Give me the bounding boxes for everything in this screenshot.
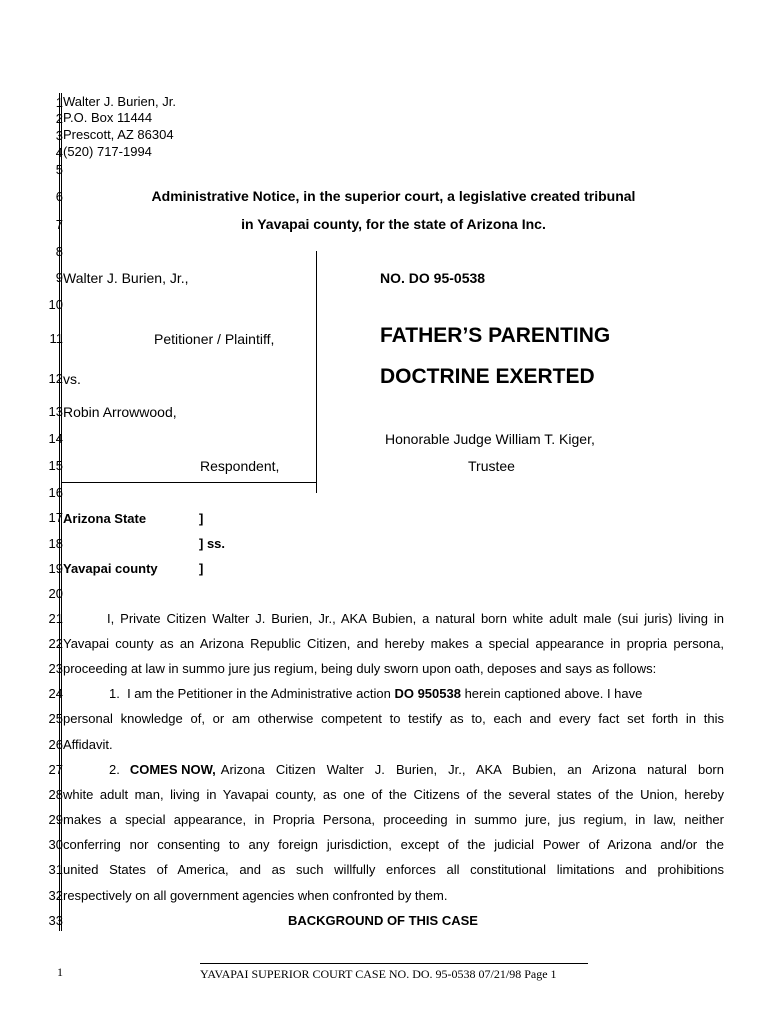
para1-line1: I, Private Citizen Walter J. Burien, Jr., AKA Bubien, a natural born white adult male (sui juris) living in bbox=[107, 611, 724, 626]
footer-case-text: YAVAPAI SUPERIOR COURT CASE NO. DO. 95-0538 07/21/98 Page 1 bbox=[200, 967, 557, 981]
para3-line6: respectively on all government agencies when confronted by them. bbox=[63, 888, 448, 903]
petitioner-name: Walter J. Burien, Jr., bbox=[63, 270, 189, 286]
sender-name: Walter J. Burien, Jr. bbox=[63, 94, 176, 109]
line-number: 27 bbox=[48, 762, 63, 777]
caption-vertical-rule bbox=[316, 251, 317, 493]
trustee-label: Trustee bbox=[468, 458, 515, 474]
line-number: 18 bbox=[48, 536, 63, 551]
venue-ss: ] ss. bbox=[199, 536, 226, 551]
venue-state: Arizona State bbox=[63, 511, 147, 526]
line-number: 17 bbox=[48, 510, 63, 525]
line-number: 22 bbox=[48, 636, 63, 651]
line-number: 6 bbox=[55, 189, 63, 204]
left-margin-rule bbox=[59, 93, 62, 931]
line-number: 3 bbox=[55, 128, 63, 143]
caption-heading-line2: DOCTRINE EXERTED bbox=[380, 365, 595, 388]
line-number: 26 bbox=[48, 737, 63, 752]
para3-text-a: Arizona Citizen Walter J. Burien, Jr., AKA Bubien, an Arizona natural born bbox=[220, 762, 724, 777]
line-number: 31 bbox=[48, 862, 63, 877]
sender-phone: (520) 717-1994 bbox=[63, 144, 152, 159]
para3-number: 2. bbox=[109, 762, 120, 777]
para1-line2: Yavapai county as an Arizona Republic Citizen, and hereby makes a special appearance in propria persona, bbox=[63, 636, 724, 651]
line-number: 21 bbox=[48, 611, 63, 626]
line-number: 29 bbox=[48, 812, 63, 827]
para3-line4: conferring nor consenting to any foreign jurisdiction, except of the judicial Power of Arizona and/or the bbox=[63, 837, 724, 852]
line-number: 16 bbox=[48, 485, 63, 500]
line-number: 19 bbox=[48, 561, 63, 576]
para3-line1 bbox=[109, 762, 724, 777]
para2-line3: Affidavit. bbox=[63, 737, 113, 752]
sender-city: Prescott, AZ 86304 bbox=[63, 127, 174, 142]
line-number: 7 bbox=[55, 217, 63, 232]
line-number: 8 bbox=[55, 244, 63, 259]
para2-text-a: I am the Petitioner in the Administrative action bbox=[127, 686, 391, 701]
para2-line2: personal knowledge of, or am otherwise competent to testify as to, each and every fact set forth in this bbox=[63, 711, 724, 726]
line-number: 2 bbox=[55, 111, 63, 126]
line-number: 25 bbox=[48, 711, 63, 726]
petitioner-role: Petitioner / Plaintiff, bbox=[154, 331, 275, 347]
para2-line1 bbox=[63, 686, 724, 701]
venue-county: Yavapai county bbox=[63, 561, 158, 576]
document-title-line1: Administrative Notice, in the superior court, a legislative created tribunal bbox=[151, 188, 636, 204]
line-number: 23 bbox=[48, 661, 63, 676]
line-number: 24 bbox=[48, 686, 63, 701]
line-number: 5 bbox=[55, 162, 63, 177]
line-number: 33 bbox=[48, 913, 63, 928]
caption-heading-line1: FATHER’S PARENTING bbox=[380, 324, 611, 347]
case-number: NO. DO 95-0538 bbox=[380, 270, 486, 286]
respondent-role: Respondent, bbox=[200, 458, 280, 474]
respondent-name: Robin Arrowwood, bbox=[63, 404, 177, 420]
line-number: 4 bbox=[55, 145, 63, 160]
line-number: 10 bbox=[48, 297, 63, 312]
section-heading: BACKGROUND OF THIS CASE bbox=[288, 913, 478, 928]
line-number: 13 bbox=[48, 404, 63, 419]
para3-line3: makes a special appearance, in Propria Persona, proceeding in summo jure, jus regium, in law, neither bbox=[63, 812, 724, 827]
line-number: 1 bbox=[55, 95, 63, 110]
para1-line3: proceeding at law in summo jure jus regium, being duly sworn upon oath, deposes and says as follows: bbox=[63, 661, 657, 676]
para2-number: 1. bbox=[109, 686, 120, 701]
versus: vs. bbox=[63, 371, 81, 387]
line-number: 30 bbox=[48, 837, 63, 852]
line-number: 28 bbox=[48, 787, 63, 802]
line-number: 32 bbox=[48, 888, 63, 903]
venue-county-bracket: ] bbox=[199, 561, 204, 576]
caption-horizontal-rule bbox=[61, 482, 317, 483]
document-title-line2: in Yavapai county, for the state of Arizona Inc. bbox=[241, 216, 546, 232]
sender-po-box: P.O. Box 11444 bbox=[63, 110, 153, 125]
judge-name: Honorable Judge William T. Kiger, bbox=[385, 431, 595, 447]
para3-comes-now: COMES NOW, bbox=[129, 762, 216, 777]
line-number: 14 bbox=[48, 431, 63, 446]
para2-text-b: herein captioned above. I have bbox=[464, 686, 643, 701]
para3-line5: united States of America, and as such willfully enforces all constitutional limitations and prohibitions bbox=[63, 862, 724, 877]
line-number: 12 bbox=[48, 371, 63, 386]
venue-state-bracket: ] bbox=[199, 511, 204, 526]
para2-case-ref: DO 950538 bbox=[394, 686, 461, 701]
line-number: 15 bbox=[48, 458, 63, 473]
line-number: 11 bbox=[49, 331, 63, 346]
footer-rule bbox=[200, 963, 588, 964]
footer-page-number: 1 bbox=[57, 965, 63, 979]
line-number: 9 bbox=[55, 270, 63, 285]
line-number: 20 bbox=[48, 586, 63, 601]
para3-line2: white adult man, living in Yavapai county, as one of the Citizens of the several states of the Union, hereby bbox=[63, 787, 724, 802]
